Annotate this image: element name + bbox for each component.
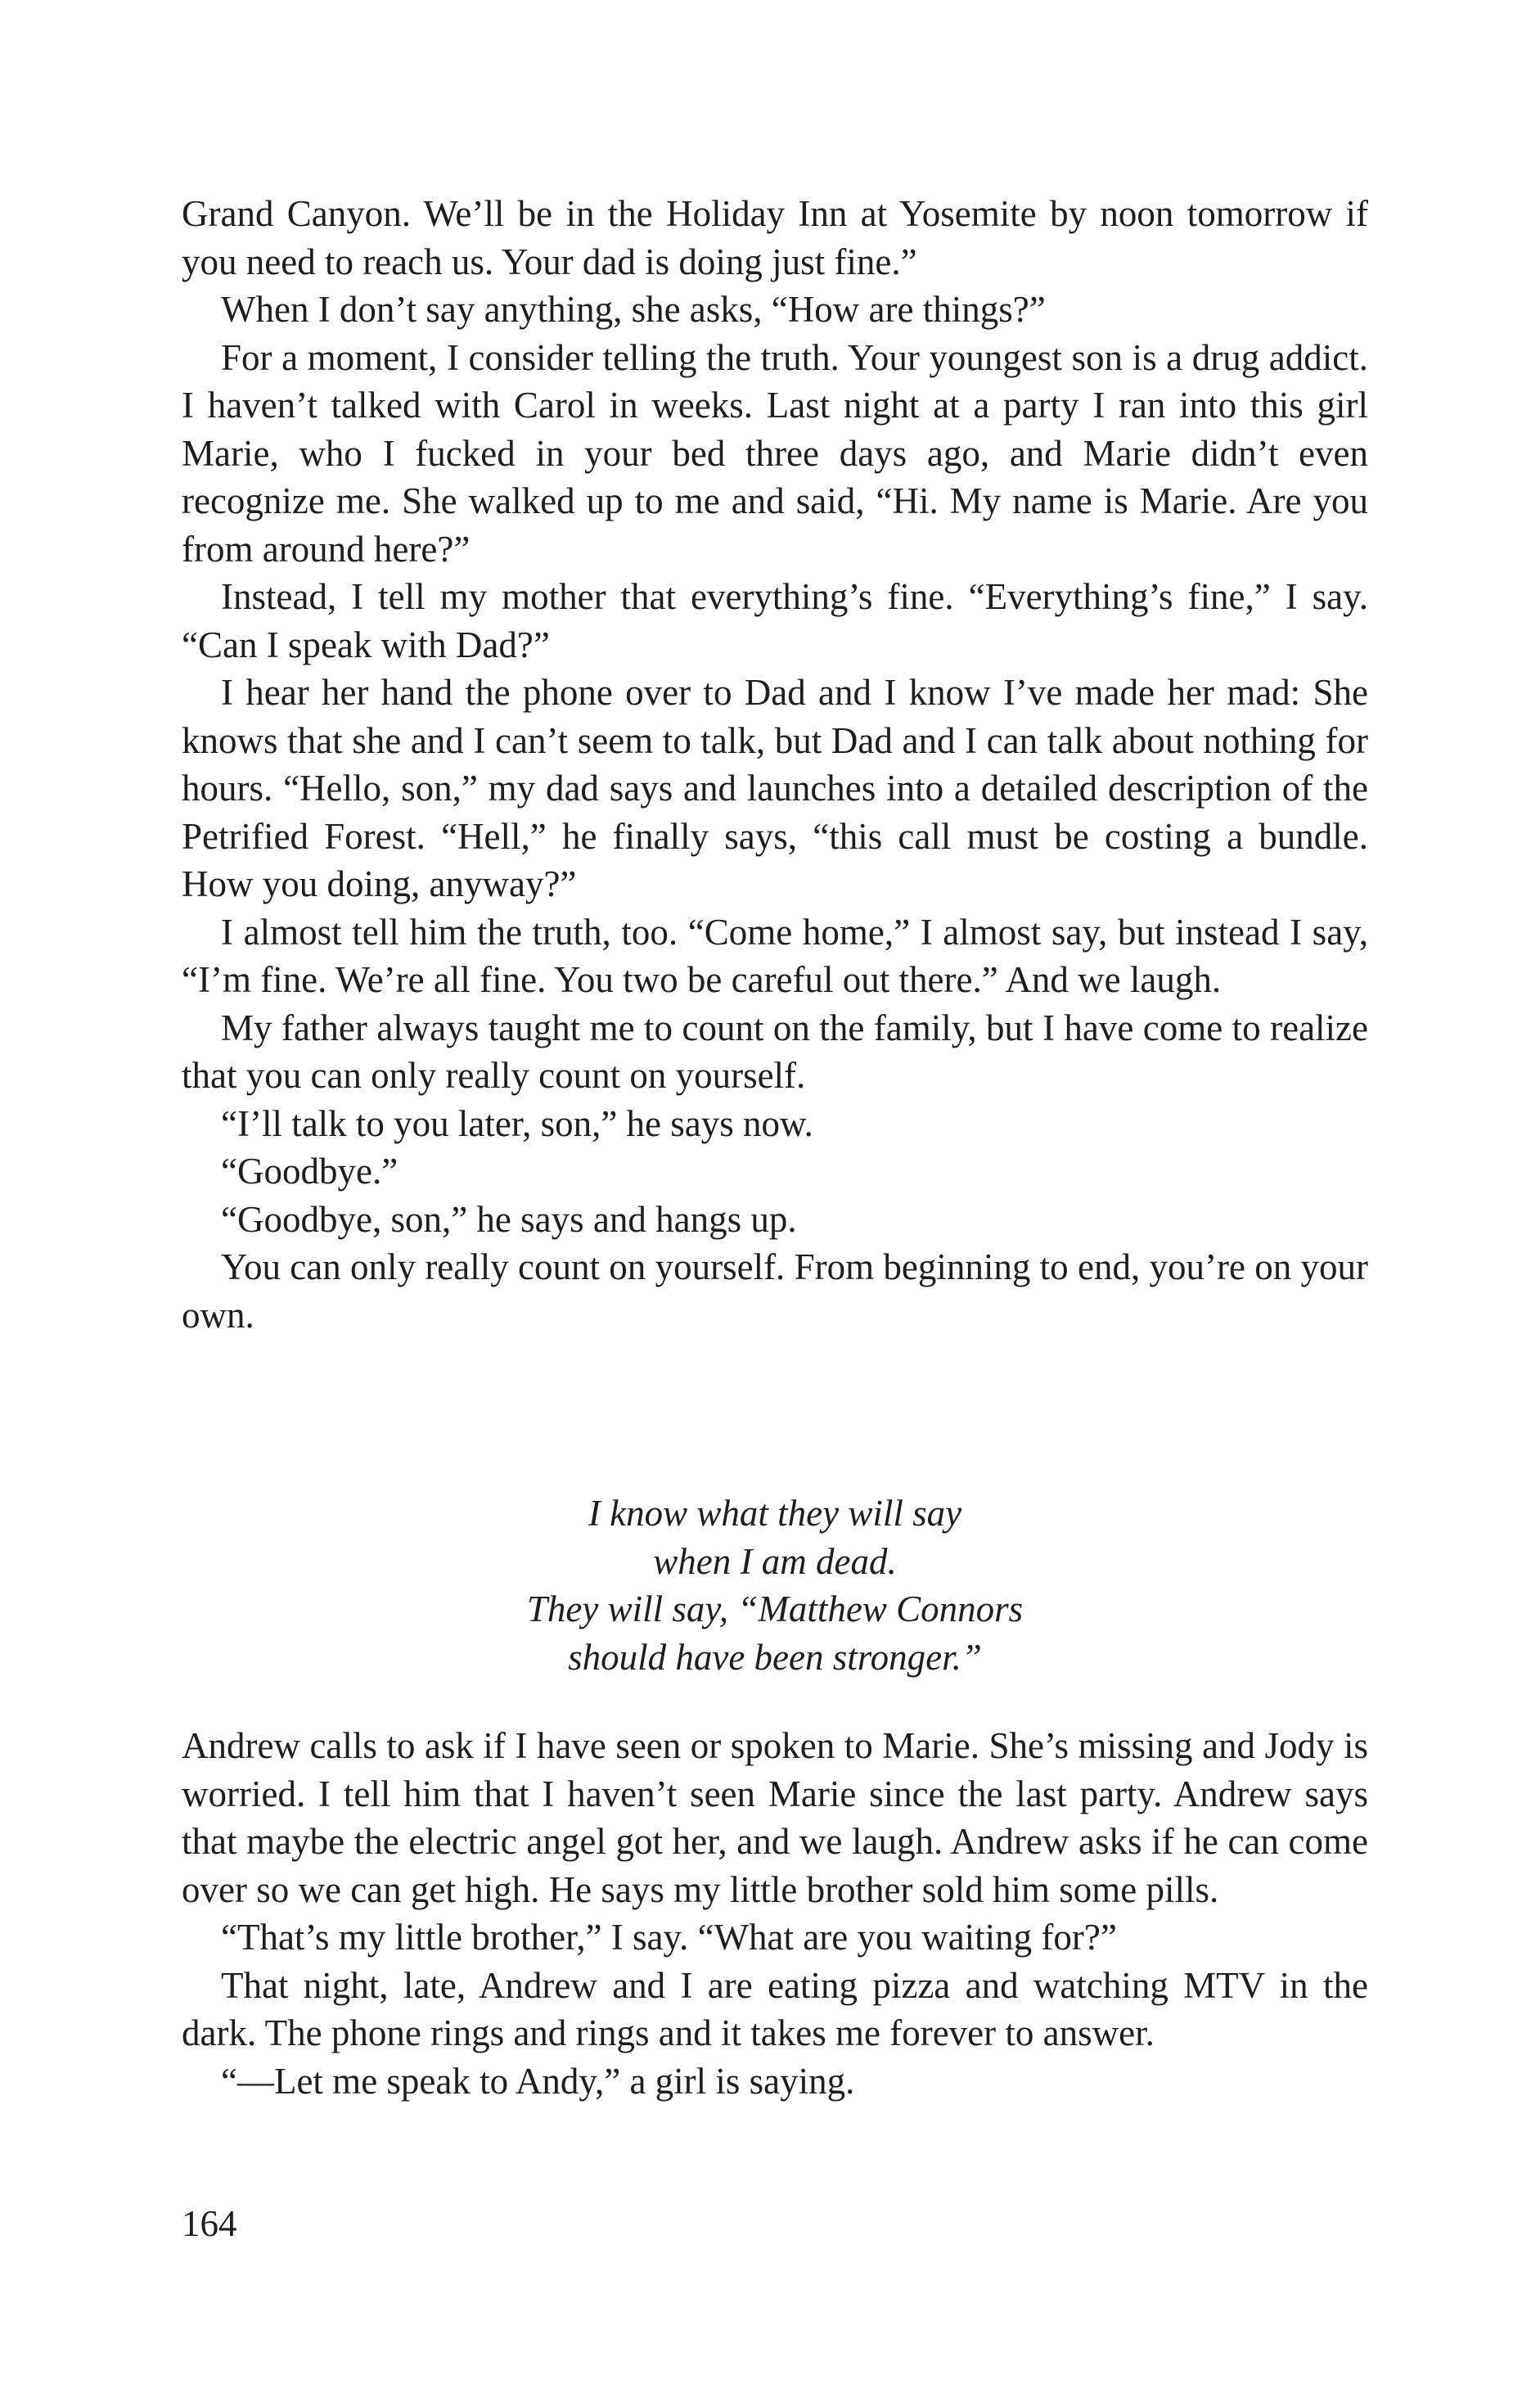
paragraph: You can only really count on yourself. From beginning to end, you’re on your own.	[182, 1246, 1368, 1336]
paragraph: “Goodbye.”	[221, 1151, 399, 1192]
paragraph: “—Let me speak to Andy,” a girl is saying.	[221, 2060, 855, 2102]
verse-line: They will say, “Matthew Connors	[526, 1589, 1024, 1629]
paragraph: “I’ll talk to you later, son,” he says now.	[221, 1102, 813, 1144]
paragraph: I almost tell him the truth, too. “Come home,” I almost say, but instead I say, “I’m fine. We’re all fine. You two be careful out there.” And we laugh.	[182, 911, 1368, 1000]
verse-line: when I am dead.	[653, 1540, 897, 1582]
paragraph: Grand Canyon. We’ll be in the Holiday Inn at Yosemite by noon tomorrow if you need to reach us. Your dad is doing just fine.”	[182, 193, 1368, 282]
verse-line: I know what they will say	[588, 1493, 962, 1534]
verse-block	[182, 1489, 1368, 1681]
paragraph: I hear her hand the phone over to Dad and I know I’ve made her mad: She knows that she and I can’t seem to talk, but Dad and I can talk about nothing for hours. “Hello, son,” my dad says and launches into a detailed description of the Petrified Forest. “Hell,” he finally says, “this call must be costing a bundle. How you doing, anyway?”	[182, 672, 1368, 904]
paragraph: Instead, I tell my mother that everything’s fine. “Everything’s fine,” I say. “Can I speak with Dad?”	[182, 576, 1368, 665]
text-block-top	[182, 190, 1368, 1339]
paragraph: When I don’t say anything, she asks, “How are things?”	[221, 289, 1046, 330]
page-number: 164	[182, 2203, 237, 2244]
paragraph: “Goodbye, son,” he says and hangs up.	[221, 1198, 797, 1240]
paragraph: My father always taught me to count on the family, but I have come to realize that you can only really count on yourself.	[182, 1007, 1368, 1096]
paragraph: That night, late, Andrew and I are eating pizza and watching MTV in the dark. The phone rings and rings and it takes me forever to answer.	[182, 1964, 1368, 2053]
verse-line: should have been stronger.”	[568, 1636, 982, 1678]
paragraph: “That’s my little brother,” I say. “What are you waiting for?”	[221, 1917, 1117, 1958]
paragraph: Andrew calls to ask if I have seen or spoken to Marie. She’s missing and Jody is worried. I tell him that I haven’t seen Marie since the last party. Andrew says that maybe the electric angel got her, and we laugh. Andrew asks if he can come over so we can get high. He says my little brother sold him some pills.	[182, 1725, 1368, 1910]
paragraph: For a moment, I consider telling the truth. Your youngest son is a drug addict. I haven’t talked with Carol in weeks. Last night at a party I ran into this girl Marie, who I fucked in your bed three days ago, and Marie didn’t even recognize me. She walked up to me and said, “Hi. My name is Marie. Are you from around here?”	[182, 336, 1368, 570]
text-block-bottom	[182, 1722, 1368, 2105]
